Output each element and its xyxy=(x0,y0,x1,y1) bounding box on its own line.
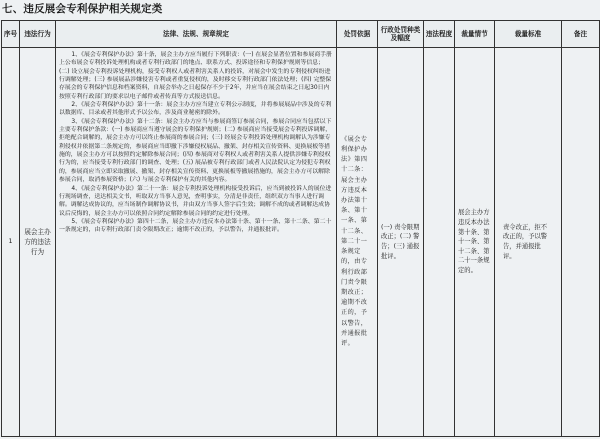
header-act: 违法行为 xyxy=(20,21,56,48)
law-paragraph: 4、《展会专利保护办法》第二十一条：展会专利投诉处理机构接受投诉后，应当到被投诉人的展位进行现场调查，送达相关文书，听取双方当事人意见，查明事实，分清是非责任，组织双方当事人进行调解。调解达成协议的，应当场制作调解协议书，并由双方当事人签字后生效；调解不成的或者调解达成协议后反悔的，展会主办方可以依照合同约定解除参展合同的约定进行处理。 xyxy=(59,185,332,217)
header-degree: 违法程度 xyxy=(424,21,455,48)
cell-basis: 《展会专利保护办法》第四十二条：展会主办方违反本办法第十条、第十一条、第十二条、第二十一条规定的，由专利行政部门责令限期改正；逾期不改正的，予以警告，并通报批评。 xyxy=(337,48,378,437)
cell-act: 展会主办方的违法行为 xyxy=(20,48,56,437)
header-std: 裁量标准 xyxy=(495,21,562,48)
penalty-table xyxy=(1,20,600,437)
header-laws: 法律、法规、规章规定 xyxy=(56,21,337,48)
cell-types: (一) 责令限期改正；(二) 警告；(三) 通报批评。 xyxy=(378,48,424,437)
cell-circumstances: 展会主办方违反本办法第十条、第十一条、第十二条、第二十一条规定的。 xyxy=(455,48,495,437)
header-note: 备注 xyxy=(562,21,600,48)
law-paragraph: 3、《展会专利保护办法》第十二条：展会主办方应当与参展商签订参展合同，参展合同应当包括以下主要专利保护条款：(一) 参展商应当遵守展会的专利保护规则；(二) 参展商应当接受展会专利投诉调解，拒绝配合调解的，展会主办方可以终止参展商的参展合同；(三) 经展会专利投诉处理机构调解认为涉嫌专利侵权并依据第二条规定的，参展商应当即撤下涉嫌侵权展品、撤架、封存相关宣传资料、更换展板等措施的，展会主办方可以按照约定解除参展合同；(四) 参展商对专利权人或者利害关系人提供涉嫌专利侵权行为的，应当接受专利行政部门的调查、处理；(五) 展品被专利行政部门或者人民法院认定为侵犯专利权的，参展商应当立即采取撤展、撤架、封存相关宣传资料、更换展板等撤展措施的，展会主办方可以解除参展合同，取消参展资格；(六) 与展会专利保护有关的其他内容。 xyxy=(59,118,332,184)
section-title: 七、违反展会专利保护相关规定类 xyxy=(2,3,163,15)
cell-degree xyxy=(424,48,455,437)
table-row xyxy=(2,48,600,437)
cell-note xyxy=(562,48,600,437)
cell-seq: 1 xyxy=(2,48,20,437)
header-seq: 序号 xyxy=(2,21,20,48)
cell-standard: 责令改正，拒不改正的，予以警告，并通报批评。 xyxy=(495,48,562,437)
law-paragraph: 5、《展会专利保护办法》第四十二条，展会主办方违反本办法第十条、第十一条、第十二条、第二十一条规定的，由专利行政部门责令限期改正；逾期不改正的，予以警告，并通报批评。 xyxy=(59,218,332,234)
header-circ: 裁量情节 xyxy=(455,21,495,48)
header-types: 行政处罚种类及幅度 xyxy=(378,21,424,48)
law-paragraph: 1、《展会专利保护办法》第十条，展会主办方应当履行下列职责：(一) 在展会显著位置和参展商手册上公布展会专利投诉处理机构或者专利行政部门的地点、联系方式、投诉途径和专利保护规则等信息；(二) 设立展会专利投诉处理机构，接受专利权人或者利害关系人的投诉，对展会中发生的专利侵权纠纷进行调解处理；(三) 参展展品涉嫌侵害专利或者重复侵权的，及时移交专利行政部门依法处理；(四) 完整保存展会的专利保护信息和档案资料，自展会举办之日起保存不少于2年，并应当在展会结束之日起30日内按照专利行政部门的要求以电子邮件或者传真等方式报送信息。 xyxy=(59,52,332,100)
law-paragraph: 2、《展会专利保护办法》第十一条：展会主办方应当建立专利公示制度，并将参展展品中涉及的专利以数据库、目录或者其他形式予以公布，涉及商业秘密的除外。 xyxy=(59,102,332,117)
cell-laws xyxy=(56,48,337,437)
header-row xyxy=(2,21,600,48)
header-basis: 处罚依据 xyxy=(337,21,378,48)
